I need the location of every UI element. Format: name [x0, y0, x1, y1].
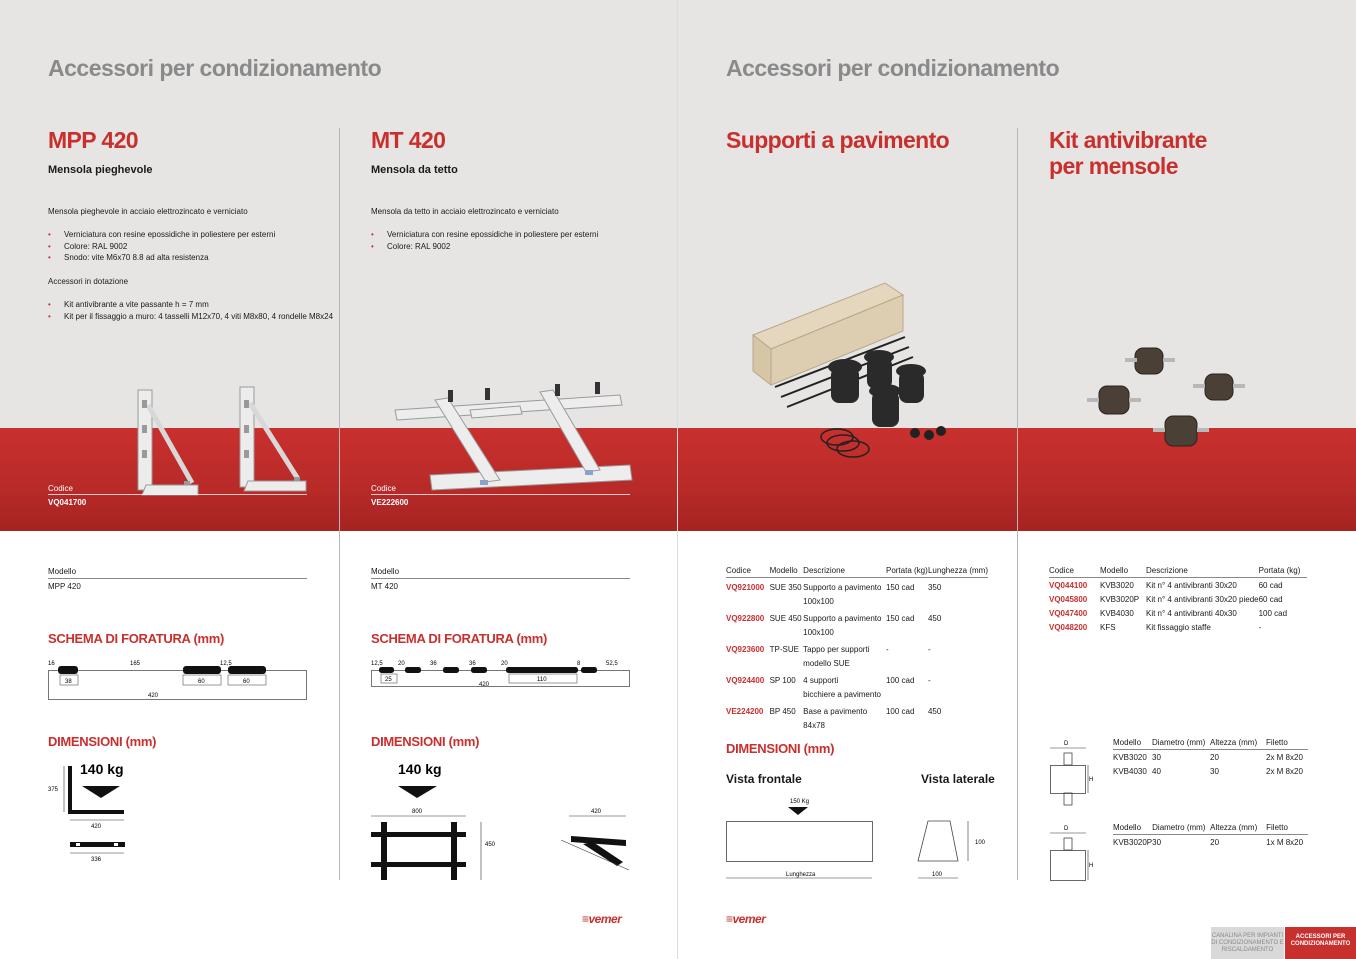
- antivibration-mount-diagram: [1046, 739, 1096, 809]
- table-cell: [770, 657, 804, 671]
- column-header: Codice: [1049, 566, 1100, 578]
- table-cell: 100x100: [803, 628, 834, 637]
- table-cell: [928, 657, 988, 671]
- product-subtitle: Mensola pieghevole: [48, 164, 153, 176]
- dim-label: 16: [48, 661, 55, 667]
- table-row: [726, 640, 988, 657]
- table-cell: VQ921000: [726, 583, 765, 592]
- drilling-scheme-title: SCHEMA DI FORATURA (mm): [48, 631, 225, 646]
- column-header: Filetto: [1266, 823, 1308, 835]
- floor-supports-image: [745, 275, 955, 465]
- table-cell: -: [927, 676, 931, 685]
- table-cell: [928, 688, 988, 702]
- dim-label: 25: [385, 677, 392, 683]
- table-cell: 150 cad: [885, 583, 915, 592]
- column-header: Modello: [1100, 566, 1146, 578]
- dim-label: 420: [591, 809, 602, 815]
- table-cell: KVB3020: [1113, 753, 1147, 762]
- table-cell: 150 cad: [885, 614, 915, 623]
- dim-label: 36: [469, 661, 476, 667]
- table-cell: 1x M 8x20: [1266, 838, 1304, 847]
- dim-label: H: [1089, 777, 1094, 783]
- table-cell: VQ922800: [726, 614, 765, 623]
- kit-table: [1049, 566, 1307, 634]
- dim-label: 420: [91, 824, 102, 830]
- code-label: Codice: [48, 484, 73, 493]
- feature-item: • Colore: RAL 9002: [48, 241, 328, 253]
- table-cell: [770, 688, 804, 702]
- dim-label: 150 Kg: [790, 799, 810, 805]
- table-cell: 4 supporti: [803, 676, 839, 685]
- dim-label: 100: [932, 872, 943, 878]
- table-cell: Supporto a pavimento: [803, 583, 882, 592]
- table-cell: VE224200: [726, 707, 764, 716]
- table-cell: [928, 595, 988, 609]
- drilling-scheme-diagram: [371, 658, 633, 690]
- dimensions-diagram: [48, 760, 138, 868]
- table-cell: 20: [1210, 753, 1219, 762]
- table-cell: Supporto a pavimento: [803, 614, 882, 623]
- column-header: Descrizione: [803, 566, 886, 578]
- feature-list: [371, 229, 651, 252]
- column-divider: [339, 128, 340, 880]
- accessory-item: • Kit per il fissaggio a muro: 4 tasselli M12x70, 4 viti M8x80, 4 rondelle M8x24: [48, 311, 333, 323]
- dimensions-title: DIMENSIONI (mm): [48, 734, 157, 749]
- accessory-item: • Kit antivibrante a vite passante h = 7 mm: [48, 299, 333, 311]
- column-header: Lunghezza (mm): [928, 566, 988, 578]
- table-cell: [886, 657, 928, 671]
- dim-label: D: [1064, 741, 1069, 747]
- table-cell: Base a pavimento: [803, 707, 868, 716]
- dim-label: 20: [501, 661, 508, 667]
- dim-label: 38: [65, 679, 72, 685]
- table-cell: 100 cad: [1258, 609, 1288, 618]
- dimensions-title: DIMENSIONI (mm): [726, 741, 835, 756]
- table-header-row: [1049, 566, 1307, 578]
- table-cell: 450: [927, 614, 942, 623]
- product-description: Mensola da tetto in acciaio elettrozincato e verniciato: [371, 207, 559, 216]
- product-subtitle: Mensola da tetto: [371, 164, 458, 176]
- table-row: [726, 671, 988, 688]
- dim-label: H: [1089, 863, 1094, 869]
- dim-label: 420: [148, 693, 159, 699]
- supports-table: [726, 566, 988, 733]
- column-header: Modello: [770, 566, 804, 578]
- table-cell: 2x M 8x20: [1266, 753, 1303, 762]
- column-divider: [1017, 128, 1018, 880]
- table-cell: BP 450: [769, 707, 796, 716]
- antivibration-kit-image: [1085, 340, 1255, 465]
- table-cell: Kit n° 4 antivibranti 30x20: [1146, 581, 1237, 590]
- dim-label: Lunghezza: [786, 872, 816, 878]
- table-row: [726, 626, 988, 640]
- model-label: Modello: [48, 567, 77, 576]
- table-cell: [726, 719, 770, 733]
- model-divider: [371, 578, 630, 579]
- table-cell: modello SUE: [803, 659, 850, 668]
- feature-list: [48, 229, 328, 264]
- table-cell: VQ044100: [1049, 581, 1088, 590]
- product-title-kit-line1: Kit antivibrante: [1049, 127, 1207, 153]
- table-header-row: [1113, 738, 1308, 750]
- product-title-kit-line2: per mensole: [1049, 153, 1178, 179]
- dim-label: 420: [479, 682, 490, 688]
- table-cell: -: [1258, 623, 1262, 632]
- dim-label: 20: [398, 661, 405, 667]
- table-cell: KVB3020P: [1113, 838, 1153, 847]
- table-cell: KVB3020: [1100, 581, 1134, 590]
- antivibration-foot-diagram: [1046, 824, 1096, 884]
- drilling-scheme-title: SCHEMA DI FORATURA (mm): [371, 631, 548, 646]
- model-divider: [48, 578, 307, 579]
- table-row: [726, 688, 988, 702]
- drilling-scheme-diagram: [48, 658, 310, 703]
- table-cell: [928, 626, 988, 640]
- table-row: [726, 578, 988, 596]
- dim-label: 12,5: [371, 661, 383, 667]
- column-header: Portata (kg): [1259, 566, 1307, 578]
- table-cell: 100 cad: [885, 707, 915, 716]
- column-header: Modello: [1113, 823, 1152, 835]
- table-row: [726, 609, 988, 626]
- table-cell: [886, 595, 928, 609]
- table-row: [1113, 835, 1308, 850]
- table-cell: SUE 350: [769, 583, 802, 592]
- table-cell: Kit n° 4 antivibranti 30x20 piede: [1146, 595, 1259, 604]
- dim-label: 110: [537, 677, 547, 683]
- table-cell: VQ924400: [726, 676, 765, 685]
- column-header: Modello: [1113, 738, 1152, 750]
- dim-label: 60: [198, 679, 205, 685]
- model-value: MPP 420: [48, 582, 81, 591]
- support-dimensions-diagram: [726, 795, 991, 881]
- load-label: 140 kg: [80, 761, 124, 777]
- product-code: VQ041700: [48, 498, 87, 507]
- table-row: [1049, 592, 1307, 606]
- mount-specs-table: [1113, 738, 1308, 778]
- table-cell: 450: [927, 707, 942, 716]
- table-cell: Kit n° 4 antivibranti 40x30: [1146, 609, 1237, 618]
- roof-bracket-image: [390, 380, 640, 505]
- load-label: 140 kg: [398, 761, 442, 777]
- table-cell: 60 cad: [1258, 581, 1283, 590]
- table-row: [1049, 578, 1307, 593]
- dim-label: 12,5: [220, 661, 232, 667]
- table-row: [726, 719, 988, 733]
- model-value: MT 420: [371, 582, 398, 591]
- table-cell: 350: [927, 583, 942, 592]
- table-row: [726, 702, 988, 719]
- table-cell: [726, 595, 770, 609]
- accessories-list: [48, 299, 333, 322]
- table-cell: [726, 657, 770, 671]
- page-header-left: Accessori per condizionamento: [48, 55, 382, 81]
- table-row: [1113, 764, 1308, 778]
- table-cell: 20: [1210, 838, 1220, 847]
- code-divider: [371, 494, 630, 495]
- table-row: [726, 595, 988, 609]
- dim-label: 60: [243, 679, 250, 685]
- model-label: Modello: [371, 567, 400, 576]
- feature-item: • Verniciatura con resine epossidiche in poliestere per esterni: [371, 229, 651, 241]
- table-cell: Tappo per supporti: [803, 645, 870, 654]
- dimensions-title: DIMENSIONI (mm): [371, 734, 480, 749]
- table-row: [726, 657, 988, 671]
- table-cell: 40: [1152, 767, 1161, 776]
- table-cell: [726, 688, 770, 702]
- table-cell: -: [927, 645, 931, 654]
- product-title-supporti: Supporti a pavimento: [726, 127, 950, 153]
- table-cell: TP-SUE: [769, 645, 799, 654]
- table-cell: 30: [1152, 838, 1162, 847]
- table-cell: SUE 450: [769, 614, 802, 623]
- column-header: Codice: [726, 566, 770, 578]
- table-cell: [770, 719, 804, 733]
- table-cell: 84x78: [803, 721, 825, 730]
- feature-item: • Colore: RAL 9002: [371, 241, 651, 253]
- table-cell: KVB4030: [1113, 767, 1147, 776]
- table-cell: 100x100: [803, 597, 834, 606]
- table-cell: bicchiere a pavimento: [803, 690, 881, 699]
- vemer-logo: ≡vemer: [582, 912, 622, 926]
- table-cell: [886, 688, 928, 702]
- table-row: [1049, 606, 1307, 620]
- feature-item: • Verniciatura con resine epossidiche in poliestere per esterni: [48, 229, 328, 241]
- dim-label: 375: [48, 787, 59, 793]
- dim-label: D: [1064, 826, 1069, 832]
- column-header: Portata (kg): [886, 566, 928, 578]
- column-header: Filetto: [1266, 738, 1308, 750]
- table-cell: 60 cad: [1258, 595, 1283, 604]
- column-header: Diametro (mm): [1152, 823, 1210, 835]
- code-divider: [48, 494, 307, 495]
- dim-label: 336: [91, 857, 102, 863]
- table-cell: [886, 719, 928, 733]
- dim-label: 450: [485, 842, 496, 848]
- side-view-label: Vista laterale: [921, 772, 995, 786]
- column-header: Diametro (mm): [1152, 738, 1210, 750]
- table-cell: [770, 626, 804, 640]
- dim-label: 165: [130, 661, 141, 667]
- product-title-mt420: MT 420: [371, 127, 446, 153]
- dimensions-diagram: [371, 760, 633, 882]
- product-title-mpp420: MPP 420: [48, 127, 138, 153]
- dim-label: 8: [577, 661, 581, 667]
- tab-accessori[interactable]: ACCESSORI PER CONDIZIONAMENTO: [1285, 927, 1356, 959]
- table-cell: [770, 595, 804, 609]
- tab-canalina[interactable]: CANALINA PER IMPIANTI DI CONDIZIONAMENTO E RISCALDAMENTO: [1211, 927, 1284, 959]
- dim-label: 100: [975, 840, 986, 846]
- table-cell: VQ045800: [1049, 595, 1088, 604]
- table-cell: KFS: [1100, 623, 1116, 632]
- front-view-label: Vista frontale: [726, 772, 802, 786]
- dim-label: 52,5: [606, 661, 618, 667]
- table-cell: [928, 719, 988, 733]
- foot-specs-table: [1113, 823, 1308, 849]
- product-description: Mensola pieghevole in acciaio elettrozincato e verniciato: [48, 207, 248, 216]
- column-header: Descrizione: [1146, 566, 1259, 578]
- accessories-heading: Accessori in dotazione: [48, 277, 129, 286]
- column-header: Altezza (mm): [1210, 823, 1266, 835]
- vemer-logo: ≡vemer: [726, 912, 766, 926]
- table-cell: [726, 626, 770, 640]
- page-header-right: Accessori per condizionamento: [726, 55, 1060, 81]
- table-cell: VQ048200: [1049, 623, 1088, 632]
- feature-item: • Snodo: vite M6x70 8.8 ad alta resistenza: [48, 252, 328, 264]
- table-cell: [886, 626, 928, 640]
- page-fold: [677, 0, 678, 959]
- table-cell: KVB3020P: [1100, 595, 1140, 604]
- table-cell: Kit fissaggio staffe: [1146, 623, 1211, 632]
- table-cell: KVB4030: [1100, 609, 1134, 618]
- table-cell: SP 100: [769, 676, 796, 685]
- table-cell: VQ923600: [726, 645, 765, 654]
- table-header-row: [726, 566, 988, 578]
- table-header-row: [1113, 823, 1308, 835]
- table-cell: -: [885, 645, 889, 654]
- table-cell: 100 cad: [885, 676, 915, 685]
- code-label: Codice: [371, 484, 396, 493]
- table-cell: 2x M 8x20: [1266, 767, 1303, 776]
- table-row: [1113, 750, 1308, 765]
- dim-label: 800: [412, 809, 423, 815]
- dim-label: 36: [430, 661, 437, 667]
- table-row: [1049, 620, 1307, 634]
- table-cell: VQ047400: [1049, 609, 1088, 618]
- product-code: VE222600: [371, 498, 409, 507]
- table-cell: 30: [1152, 753, 1161, 762]
- table-cell: 30: [1210, 767, 1219, 776]
- folding-bracket-image: [130, 385, 310, 505]
- column-header: Altezza (mm): [1210, 738, 1266, 750]
